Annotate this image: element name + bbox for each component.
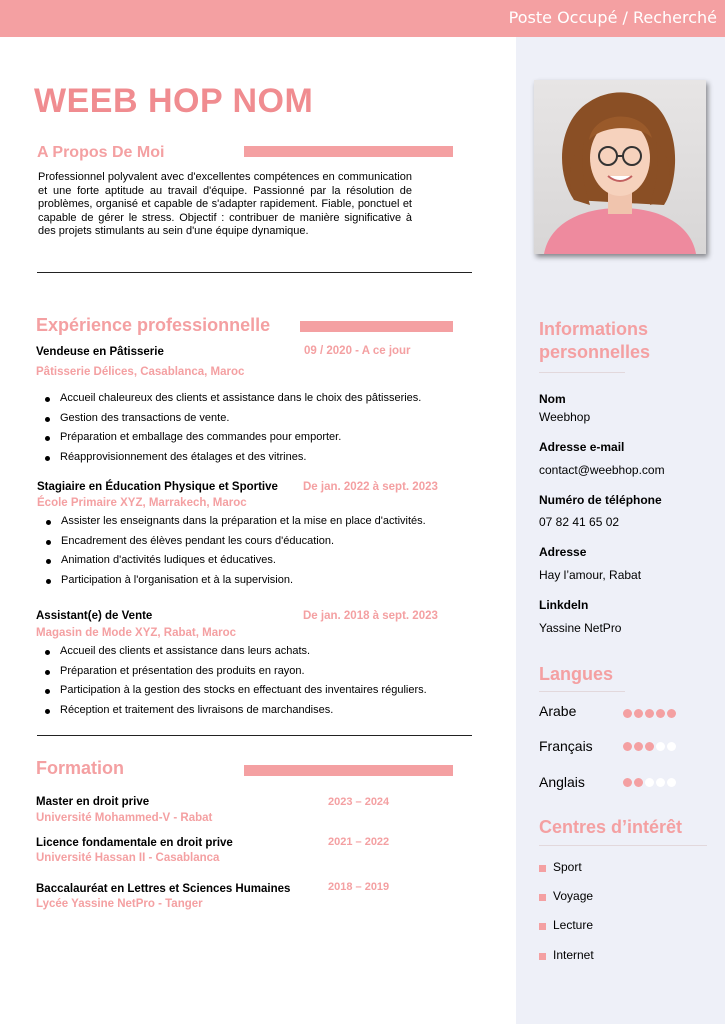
list-item: Assister les enseignants dans la préparation et la mise en place d'activités. (37, 512, 426, 532)
language-level (623, 742, 676, 751)
list-item: Encadrement des élèves pendant les cours d'éducation. (37, 532, 426, 552)
experience-title: Expérience professionnelle (36, 315, 271, 335)
level-dot-filled (645, 709, 654, 718)
bullet-icon (45, 436, 50, 441)
info-value: Yassine NetPro (539, 621, 622, 635)
job-title: Vendeuse en Pâtisserie (36, 346, 164, 358)
level-dot-filled (634, 742, 643, 751)
education-title: Formation (36, 758, 124, 778)
list-item: Accueil chaleureux des clients et assistance dans le choix des pâtisseries. (36, 389, 421, 409)
list-item: Participation à la gestion des stocks en effectuant des inventaires réguliers. (36, 681, 427, 701)
languages-title: Langues (539, 664, 614, 684)
bullet-icon (45, 709, 50, 714)
profile-photo (534, 80, 706, 254)
bullet-icon (45, 650, 50, 655)
level-dot-empty (667, 778, 676, 787)
job-title: Stagiaire en Éducation Physique et Sportive (37, 481, 278, 493)
candidate-name: WEEB HOP NOM (34, 82, 314, 120)
language-level (623, 709, 676, 718)
info-label: Adresse e-mail (539, 440, 625, 454)
portrait-illustration (534, 80, 706, 254)
divider (539, 845, 707, 846)
job-title: Assistant(e) de Vente (36, 610, 153, 622)
info-value: Weebhop (539, 410, 591, 424)
list-item: Préparation et emballage des commandes pour emporter. (36, 428, 421, 448)
level-dot-empty (656, 778, 665, 787)
bullet-icon (46, 540, 51, 545)
list-item: Gestion des transactions de vente. (36, 409, 421, 429)
job-company: École Primaire XYZ, Marrakech, Maroc (37, 497, 247, 509)
level-dot-filled (623, 709, 632, 718)
about-text: Professionnel polyvalent avec d'excellentes compétences en communication et une forte aptitude au travail d'équipe. Passionné par la résolution de problèmes, organisé et capable de s'adapter rapidement. Fiable, ponctuel et capable de gérer le stress. Objectif : contribuer de manière significative à des projets stimulants au sein d'une équipe dynamique. (38, 171, 412, 237)
interest-item: Lecture (553, 918, 594, 932)
bullet-icon (45, 456, 50, 461)
interest-bullet-icon (539, 865, 546, 872)
interest-item: Voyage (553, 889, 594, 903)
education-degree: Baccalauréat en Lettres et Sciences Humaines (36, 883, 291, 895)
info-label: Adresse (539, 545, 587, 559)
level-dot-filled (656, 709, 665, 718)
bullet-icon (45, 689, 50, 694)
info-label: Nom (539, 392, 566, 406)
education-school: Université Mohammed-V - Rabat (36, 812, 213, 824)
job-company: Magasin de Mode XYZ, Rabat, Maroc (36, 627, 237, 639)
education-years: 2018 – 2019 (328, 881, 390, 893)
education-years: 2023 – 2024 (328, 796, 390, 808)
about-title: A Propos De Moi (37, 144, 165, 161)
about-title-bar (244, 146, 453, 157)
job-date: De jan. 2022 à sept. 2023 (303, 481, 438, 493)
info-value: contact@weebhop.com (539, 463, 665, 477)
level-dot-filled (634, 778, 643, 787)
info-label: Numéro de téléphone (539, 493, 662, 507)
bullet-icon (46, 559, 51, 564)
interests-title: Centres d’intérêt (539, 817, 683, 837)
level-dot-filled (634, 709, 643, 718)
interest-bullet-icon (539, 923, 546, 930)
bullet-icon (46, 579, 51, 584)
info-value: 07 82 41 65 02 (539, 515, 620, 529)
bullet-icon (45, 397, 50, 402)
interest-bullet-icon (539, 953, 546, 960)
list-item: Animation d'activités ludiques et éducatives. (37, 551, 426, 571)
education-years: 2021 – 2022 (328, 836, 390, 848)
job-date: 09 / 2020 - A ce jour (304, 345, 411, 357)
job-tasks (36, 389, 421, 467)
level-dot-filled (623, 778, 632, 787)
top-banner (0, 0, 725, 37)
education-degree: Licence fondamentale en droit prive (36, 837, 233, 849)
position-title: Poste Occupé / Recherché (508, 8, 717, 27)
job-company: Pâtisserie Délices, Casablanca, Maroc (36, 366, 245, 378)
divider (539, 691, 625, 692)
education-degree: Master en droit prive (36, 796, 150, 808)
language-name: Arabe (539, 703, 577, 719)
level-dot-filled (645, 742, 654, 751)
level-dot-filled (667, 709, 676, 718)
level-dot-filled (623, 742, 632, 751)
interest-item: Sport (553, 860, 582, 874)
divider (37, 272, 472, 273)
list-item: Réception et traitement des livraisons de marchandises. (36, 701, 427, 721)
divider (539, 372, 625, 373)
personal-info-title: Informations personnelles (539, 319, 651, 362)
level-dot-empty (645, 778, 654, 787)
language-name: Anglais (539, 774, 585, 790)
bullet-icon (45, 417, 50, 422)
level-dot-empty (667, 742, 676, 751)
level-dot-empty (656, 742, 665, 751)
list-item: Préparation et présentation des produits en rayon. (36, 662, 427, 682)
language-name: Français (539, 738, 593, 754)
education-school: Université Hassan II - Casablanca (36, 852, 220, 864)
divider (37, 735, 472, 736)
education-school: Lycée Yassine NetPro - Tanger (36, 898, 203, 910)
job-tasks (37, 512, 426, 590)
language-level (623, 778, 676, 787)
bullet-icon (45, 670, 50, 675)
info-value: Hay l’amour, Rabat (539, 568, 642, 582)
list-item: Participation à l'organisation et à la supervision. (37, 571, 426, 591)
job-tasks (36, 642, 427, 720)
education-title-bar (244, 765, 453, 776)
info-label: Linkdeln (539, 598, 589, 612)
job-date: De jan. 2018 à sept. 2023 (303, 610, 438, 622)
list-item: Réapprovisionnement des étalages et des vitrines. (36, 448, 421, 468)
experience-title-bar (300, 321, 453, 332)
list-item: Accueil des clients et assistance dans leurs achats. (36, 642, 427, 662)
interest-bullet-icon (539, 894, 546, 901)
interest-item: Internet (553, 948, 594, 962)
bullet-icon (46, 520, 51, 525)
